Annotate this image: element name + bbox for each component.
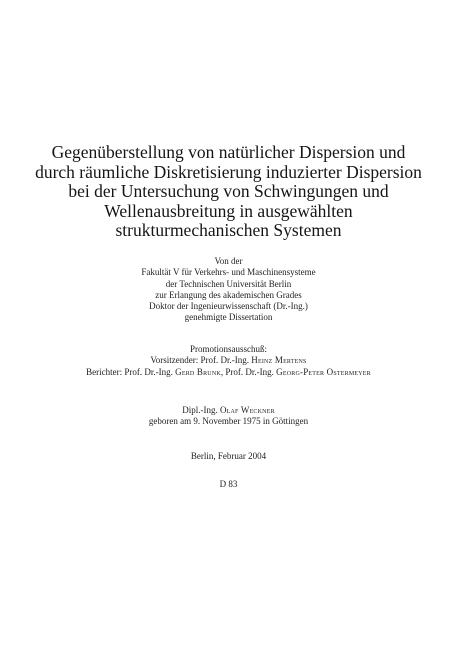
chair-role: Vorsitzender: Prof. Dr.-Ing.: [150, 355, 249, 366]
title-line: Gegenüberstellung von natürlicher Dispersion und: [51, 142, 406, 162]
dissertation-number: D 83: [219, 479, 238, 489]
reviewers-separator: , Prof. Dr.-Ing.: [220, 366, 274, 377]
reviewer-name: Georg-Peter Ostermeyer: [276, 366, 371, 377]
faculty-line: Von der: [214, 256, 243, 266]
reviewer-name: Gerd Brunk: [175, 366, 221, 377]
title-line: strukturmechanischen Systemen: [115, 220, 342, 240]
committee-heading: Promotionsausschuß:: [189, 344, 267, 354]
chair-name: Heinz Mertens: [251, 355, 307, 366]
author-name: Olaf Weckner: [219, 405, 275, 415]
author-birth: geboren am 9. November 1975 in Göttingen: [148, 416, 309, 427]
committee-reviewers: [0, 367, 457, 378]
author-prefix: Dipl.-Ing.: [182, 405, 218, 415]
committee-chair: [0, 355, 457, 366]
committee-block: [0, 344, 457, 378]
author-block: [0, 405, 457, 428]
title-line: bei der Untersuchung von Schwingungen und: [68, 181, 389, 201]
title-line: Wellenausbreitung in ausgewählten: [104, 200, 353, 221]
reviewers-role: Berichter: Prof. Dr.-Ing.: [86, 366, 173, 377]
faculty-line: Fakultät V für Verkehrs- und Maschinensysteme: [141, 267, 316, 278]
faculty-line: zur Erlangung des akademischen Grades: [155, 289, 302, 300]
author-line: [0, 405, 457, 416]
faculty-line: genehmigte Dissertation: [184, 312, 273, 323]
faculty-line: Doktor der Ingenieurwissenschaft (Dr.-Ing.): [149, 301, 308, 312]
faculty-line: der Technischen Universität Berlin: [165, 278, 292, 289]
title-line: durch räumliche Diskretisierung induzierter Dispersion: [35, 161, 422, 182]
thesis-title: [0, 143, 457, 241]
place-date: Berlin, Februar 2004: [190, 451, 267, 461]
faculty-block: [0, 256, 457, 324]
